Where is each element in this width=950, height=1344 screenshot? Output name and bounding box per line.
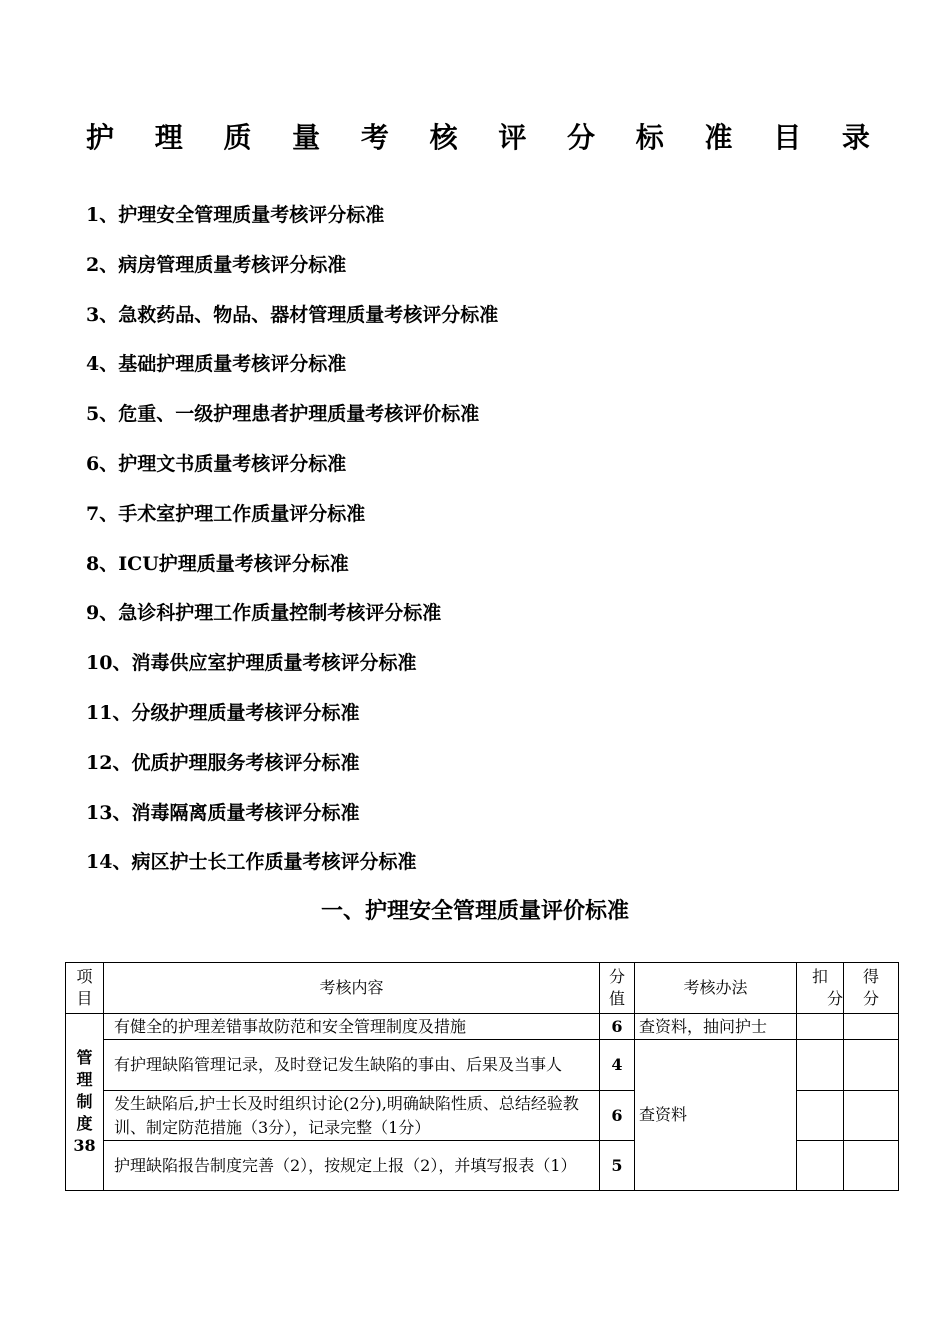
toc-item[interactable]: 7、手术室护理工作质量评分标准 (86, 502, 366, 525)
content-cell: 发生缺陷后,护士长及时组织讨论(2分),明确缺陷性质、总结经验教训、制定防范措施（3分），记录完整（1分） (104, 1091, 600, 1141)
header-deduct-line: 分 (826, 989, 843, 1008)
got-cell[interactable] (844, 1141, 899, 1191)
toc-item[interactable]: 4、基础护理质量考核评分标准 (86, 353, 347, 376)
title-char: 理 (154, 121, 183, 154)
header-deduct (797, 963, 844, 1014)
evaluation-table (65, 962, 899, 1191)
toc-item[interactable]: 2、病房管理质量考核评分标准 (86, 253, 347, 276)
table-of-contents (86, 198, 498, 895)
content-cell: 有护理缺陷管理记录，及时登记发生缺陷的事由、后果及当事人 (104, 1040, 600, 1091)
header-deduct-line: 扣 (811, 967, 828, 986)
deduct-cell[interactable] (797, 1091, 844, 1141)
header-method: 考核办法 (635, 963, 797, 1014)
toc-item[interactable]: 13、消毒隔离质量考核评分标准 (86, 801, 360, 824)
title-char: 量 (292, 121, 321, 154)
section-title: 一、护理安全管理质量评价标准 (320, 898, 629, 924)
header-got-line: 得 (862, 967, 879, 986)
category-line: 38 (73, 1136, 96, 1155)
title-char: 目 (773, 121, 802, 154)
title-char: 评 (498, 121, 527, 154)
header-got-line: 分 (862, 989, 879, 1008)
toc-item[interactable]: 5、危重、一级护理患者护理质量考核评价标准 (86, 403, 480, 426)
got-cell[interactable] (844, 1014, 899, 1040)
toc-item[interactable]: 8、ICU护理质量考核评分标准 (86, 552, 349, 575)
title-char: 质 (223, 121, 252, 154)
title-char: 护 (86, 121, 115, 154)
header-score (600, 963, 635, 1014)
table-row (66, 1040, 899, 1091)
title-char: 准 (704, 121, 733, 154)
header-item-line: 目 (76, 989, 93, 1008)
table-row (66, 1014, 899, 1040)
header-score-line: 值 (608, 989, 625, 1008)
score-cell: 4 (600, 1040, 635, 1091)
title-char: 考 (360, 121, 389, 154)
score-cell: 6 (600, 1091, 635, 1141)
toc-item[interactable]: 12、优质护理服务考核评分标准 (86, 751, 360, 774)
toc-item[interactable]: 6、护理文书质量考核评分标准 (86, 452, 347, 475)
header-score-line: 分 (608, 967, 625, 986)
category-line: 理 (76, 1070, 93, 1089)
title-char: 录 (841, 121, 870, 154)
got-cell[interactable] (844, 1040, 899, 1091)
header-content: 考核内容 (104, 963, 600, 1014)
category-line: 度 (76, 1114, 93, 1133)
header-item-line: 项 (76, 967, 93, 986)
method-cell: 查资料 (635, 1040, 797, 1191)
toc-item[interactable]: 3、急救药品、物品、器材管理质量考核评分标准 (86, 303, 499, 326)
toc-item[interactable]: 14、病区护士长工作质量考核评分标准 (86, 851, 417, 874)
header-item (66, 963, 104, 1014)
toc-item[interactable]: 10、消毒供应室护理质量考核评分标准 (86, 652, 417, 675)
got-cell[interactable] (844, 1091, 899, 1141)
title-char: 分 (567, 121, 596, 154)
header-got (844, 963, 899, 1014)
deduct-cell[interactable] (797, 1040, 844, 1091)
content-cell: 护理缺陷报告制度完善（2），按规定上报（2），并填写报表（1） (104, 1141, 600, 1191)
title-char: 标 (635, 121, 664, 154)
score-cell: 6 (600, 1014, 635, 1040)
content-cell: 有健全的护理差错事故防范和安全管理制度及措施 (104, 1014, 600, 1040)
category-cell (66, 1014, 104, 1191)
page-title (86, 116, 870, 160)
category-line: 管 (76, 1048, 93, 1067)
method-cell: 查资料，抽问护士 (635, 1014, 797, 1040)
table-header-row (66, 963, 899, 1014)
toc-item[interactable]: 11、分级护理质量考核评分标准 (86, 701, 360, 724)
title-char: 核 (429, 121, 458, 154)
category-line: 制 (76, 1092, 93, 1111)
score-cell: 5 (600, 1141, 635, 1191)
toc-item[interactable]: 9、急诊科护理工作质量控制考核评分标准 (86, 602, 442, 625)
deduct-cell[interactable] (797, 1141, 844, 1191)
deduct-cell[interactable] (797, 1014, 844, 1040)
toc-item[interactable]: 1、护理安全管理质量考核评分标准 (86, 204, 385, 226)
